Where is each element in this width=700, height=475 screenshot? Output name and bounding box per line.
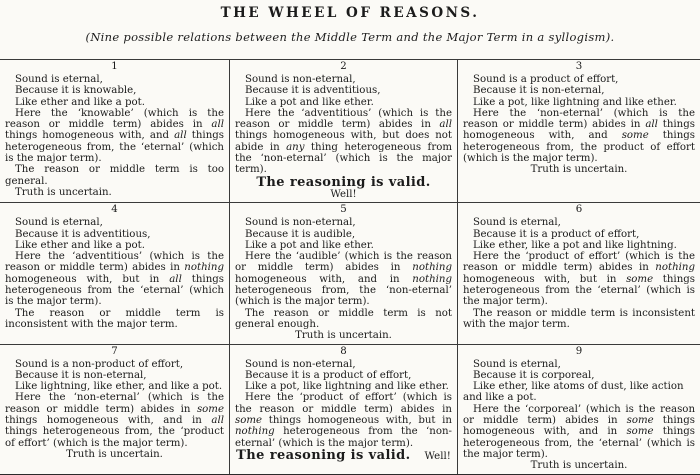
statement-line: Because it is corporeal, [473,369,595,381]
statement-line: Like a pot and like ether. [245,239,374,251]
statement-line: Like ether, like a pot and like lightning. [473,239,677,251]
cell-number: 3 [575,61,583,72]
cell-number: 6 [575,204,583,216]
statement-line: Sound is a product of effort, [473,74,619,85]
cell-number: 2 [340,61,347,72]
verdict-text: The reasoning is valid. [236,447,411,463]
statement-line: Like lightning, like ether, and like a pot. [15,381,223,393]
statement-line: Sound is eternal, [15,217,103,229]
statement-line: Sound is eternal, [473,358,561,370]
syllogism-cell-8 [230,345,458,474]
syllogism-cell-1 [0,60,230,203]
statement-line: Like a pot, like lightning and like ether. [473,96,677,108]
page-title: THE WHEEL OF REASONS. [220,5,480,21]
explanation-paragraph: Here the ‘corporeal’ (which is the reason or middle term) abides in some things homogeneous with, and in some things heterogeneous from, the ‘eternal’ (which is the major term). [463,403,695,460]
statement-line: Like ether, like atoms of dust, like action and like a pot. [463,381,684,404]
statement-line: Like a pot, like lightning and like ether. [245,381,449,393]
explanation-paragraph: Here the ‘adventitious’ (which is the reason or middle term) abides in nothing homogeneous with, but in all things heterogeneous from the ‘eternal’ (which is the major term). [5,251,225,308]
statement-line: Sound is a non-product of effort, [15,358,184,370]
cell-number: 1 [111,61,118,72]
remark-text: Well! [330,188,357,200]
statement-line: Because it is adventitious, [245,85,381,97]
statement-line: Sound is non-eternal, [245,358,356,370]
cell-number: 4 [111,204,118,216]
cell-number: 9 [575,345,583,357]
statement-line: Because it is non-eternal, [473,85,605,97]
explanation-paragraph: Here the ‘adventitious’ (which is the reason or middle term) abides in all things homogeneous with, but does not abide in any thing heterogeneous from the ‘non-eternal’ (which is the major term). [235,107,452,176]
statement-line: Like a pot and like ether. [245,96,374,108]
statement-line: Because it is audible, [245,228,356,240]
conclusion-line: Truth is uncertain. [530,460,628,472]
statement-line: Because it is a product of effort, [245,369,412,381]
conclusion-line: Truth is uncertain. [295,330,392,342]
conclusion-line: The reason or middle term is inconsistent with the major term. [463,307,695,330]
conclusion-line: Truth is uncertain. [66,448,163,460]
explanation-paragraph: Here the ‘knowable’ (which is the reason or middle term) abides in all things homogeneous with, and all things heterogeneous from, the ‘eternal’ (which is the major term). [5,107,224,165]
conclusion-line: The reason or middle term is too general. [5,164,224,187]
syllogism-cell-2 [230,60,458,203]
cell-number: 5 [340,204,347,216]
statement-line: Because it is adventitious, [15,228,151,240]
statement-line: Sound is eternal, [15,74,103,85]
conclusion-line: The reason or middle term is not general enough. [235,307,452,330]
syllogism-cell-4 [0,203,230,344]
conclusion-line: Truth is uncertain. [530,164,628,176]
cell-number: 7 [111,345,118,357]
verdict-line [235,174,452,190]
remark-text: Well! [424,450,451,462]
statement-line: Sound is non-eternal, [245,217,356,229]
statement-line: Because it is non-eternal, [15,369,147,381]
statement-line: Like ether and like a pot. [15,239,145,251]
statement-line: Because it is a product of effort, [473,228,640,240]
explanation-paragraph: Here the ‘non-eternal’ (which is the reason or middle term) abides in some things homogeneous with, and in all things heterogeneous from, the ‘product of effort’ (which is the major term). [5,392,224,449]
statement-line: Like ether and like a pot. [15,96,145,108]
explanation-paragraph: Here the ‘non-eternal’ (which is the reason or middle term) abides in all things homogeneous with, and some things heterogeneous from, the product of effort (which is the major term). [463,107,696,165]
syllogism-cell-5 [230,203,458,344]
explanation-paragraph: Here the ‘audible’ (which is the reason or middle term) abides in nothing homogeneous with, and in nothing heterogeneous from, the ‘non-eternal’ (which is the major term). [235,251,452,308]
syllogism-cell-3 [458,60,700,203]
syllogism-cell-6 [458,203,700,344]
syllogism-cell-7 [0,345,230,474]
conclusion-line: The reason or middle term is inconsistent with the major term. [5,307,224,330]
explanation-paragraph: Here the ‘product of effort’ (which is the reason or middle term) abides in some things homogeneous with, but in nothing heterogeneous from the ‘non-eternal’ (which is the major term). [235,392,452,449]
statement-line: Because it is knowable, [15,85,137,97]
wheel-of-reasons-table [0,59,700,475]
syllogism-cell-9 [458,345,700,474]
conclusion-line: Truth is uncertain. [15,186,112,198]
page-subtitle: (Nine possible relations between the Middle Term and the Major Term in a syllogism). [85,30,615,44]
explanation-paragraph: Here the ‘product of effort’ (which is the reason or middle term) abides in nothing homogeneous with, but in some things heterogeneous from the ‘eternal’ (which is the major term). [463,251,696,308]
verdict-text: The reasoning is valid. [256,174,431,190]
statement-line: Sound is non-eternal, [245,74,356,85]
statement-line: Sound is eternal, [473,217,561,229]
cell-number: 8 [340,345,347,357]
verdict-line [235,447,452,463]
